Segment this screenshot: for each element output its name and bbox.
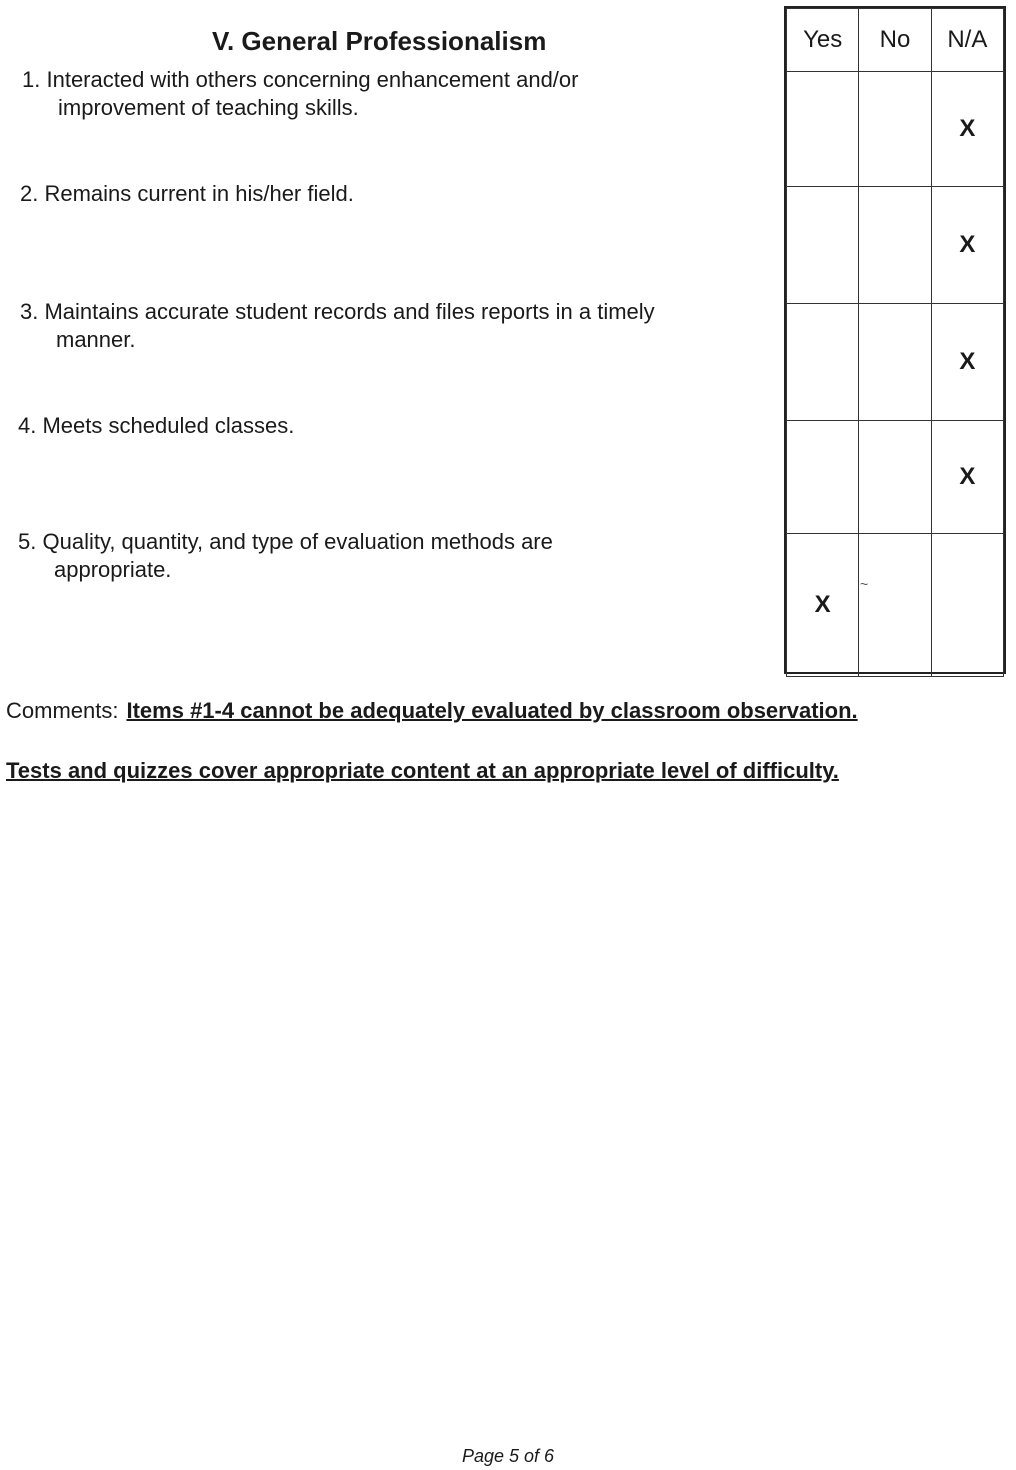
cell-yes (787, 187, 859, 304)
item-text-line2: manner. (56, 327, 136, 352)
item-1 (22, 66, 578, 122)
grid-row (787, 304, 1004, 421)
section-title: V. General Professionalism (212, 26, 547, 56)
item-text-line1: Interacted with others concerning enhancement and/or (46, 67, 579, 92)
header-yes: Yes (787, 9, 859, 72)
cell-na (931, 534, 1003, 677)
stray-mark: ~ (860, 576, 869, 592)
cell-yes (787, 421, 859, 534)
item-4 (18, 412, 294, 440)
item-3 (20, 298, 655, 354)
header-na: N/A (931, 9, 1003, 72)
cell-na: X (931, 72, 1003, 187)
item-number: 4. (18, 413, 37, 438)
item-text-line1: Quality, quantity, and type of evaluation methods are (42, 529, 553, 554)
rating-grid (784, 6, 1006, 674)
item-text-line2: appropriate. (54, 557, 172, 582)
cell-na: X (931, 304, 1003, 421)
cell-no (859, 187, 931, 304)
item-number: 3. (20, 299, 39, 324)
grid-row (787, 421, 1004, 534)
item-number: 1. (22, 67, 41, 92)
grid-row (787, 534, 1004, 677)
cell-no (859, 534, 931, 677)
cell-no (859, 304, 931, 421)
header-no: No (859, 9, 931, 72)
cell-yes (787, 72, 859, 187)
item-text-line1: Remains current in his/her field. (44, 181, 354, 206)
comments-label: Comments: (6, 698, 119, 723)
cell-yes (787, 304, 859, 421)
cell-no (859, 72, 931, 187)
cell-na: X (931, 187, 1003, 304)
cell-no (859, 421, 931, 534)
item-2 (20, 180, 354, 208)
cell-na: X (931, 421, 1003, 534)
comments-line2: Tests and quizzes cover appropriate content at an appropriate level of difficulty. (6, 758, 839, 783)
item-text-line1: Meets scheduled classes. (42, 413, 295, 438)
item-number: 5. (18, 529, 37, 554)
cell-yes: X (787, 534, 859, 677)
item-number: 2. (20, 181, 39, 206)
grid-row (787, 187, 1004, 304)
item-text-line1: Maintains accurate student records and files reports in a timely (44, 299, 655, 324)
page-number: Page 5 of 6 (461, 1446, 555, 1466)
item-text-line2: improvement of teaching skills. (58, 95, 359, 120)
grid-row (787, 72, 1004, 187)
comments-line1: Items #1-4 cannot be adequately evaluated by classroom observation. (126, 698, 858, 723)
item-5 (18, 528, 553, 584)
comments (6, 698, 858, 724)
